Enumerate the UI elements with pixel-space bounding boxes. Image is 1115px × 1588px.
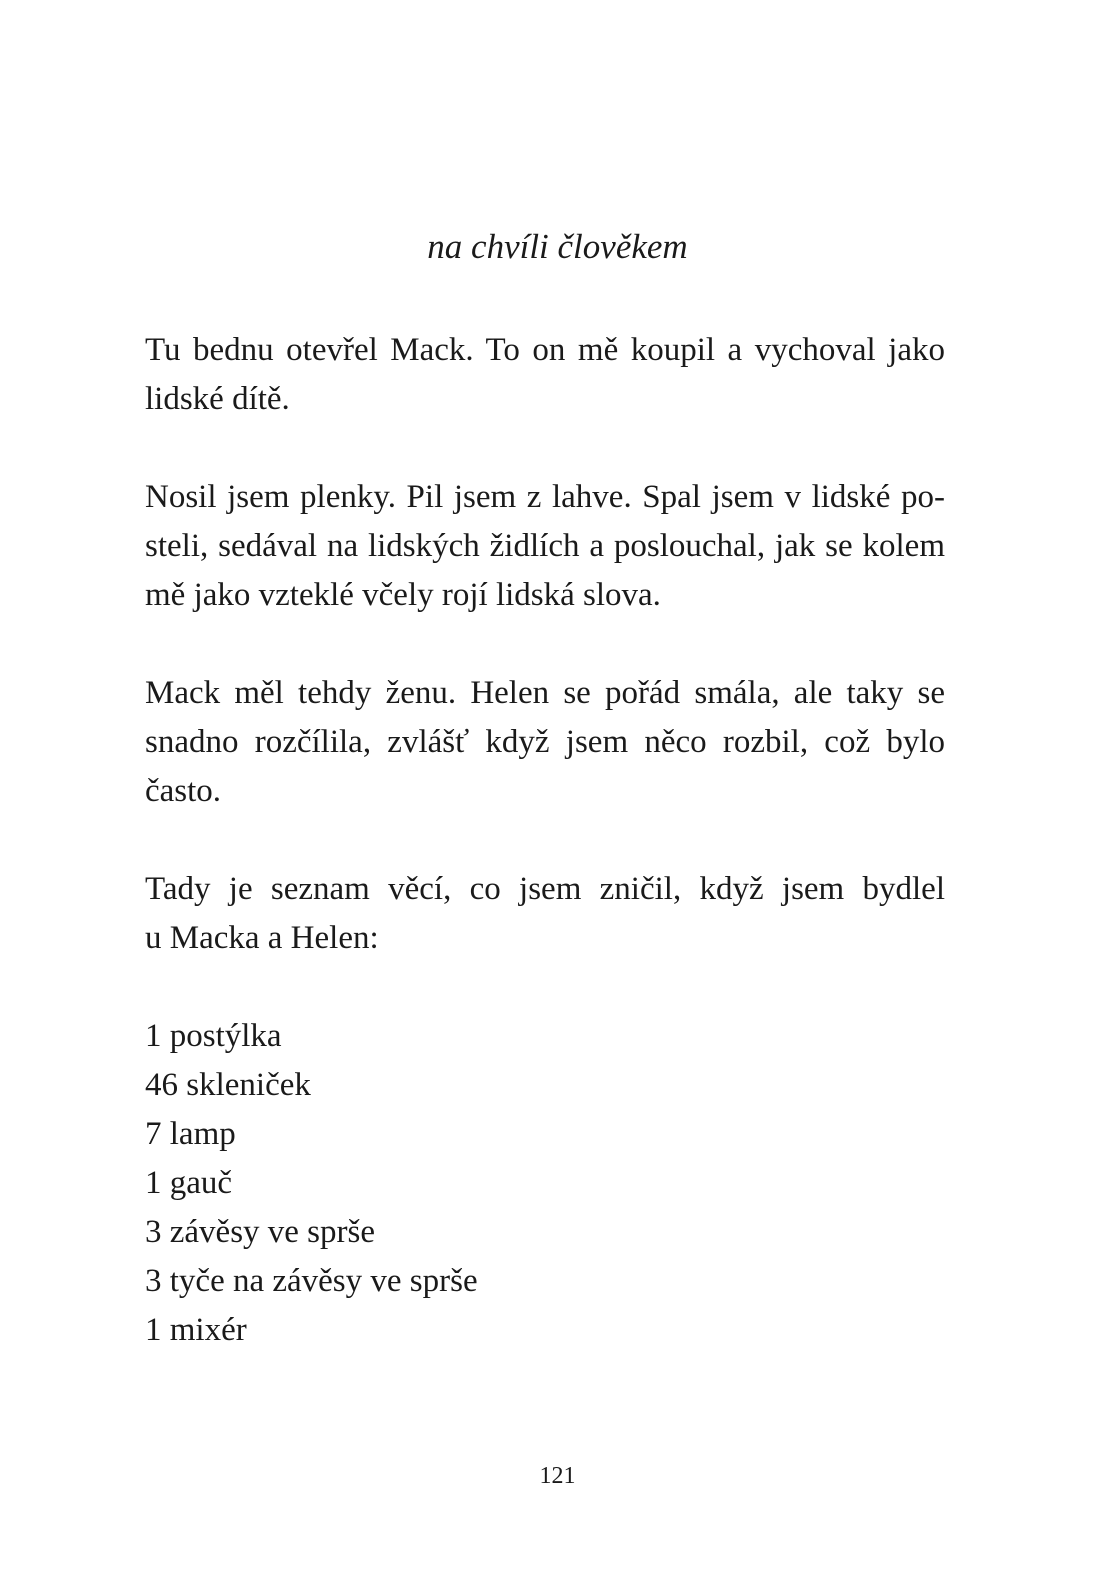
paragraph-line: lidské dítě. [145,381,290,417]
body-text [145,326,945,1355]
list-item: 1 gauč [145,1165,233,1201]
list-item: 1 postýlka [145,1018,282,1054]
list-item: 3 závěsy ve sprše [145,1214,376,1250]
paragraph-line: snadno rozčílila, zvlášť když jsem něco rozbil, což bylo [145,724,945,760]
paragraph-line: mě jako vzteklé včely rojí lidská slova. [145,577,661,613]
paragraph-3 [145,669,945,816]
paragraph-line: Mack měl tehdy ženu. Helen se pořád smála, ale taky se [145,675,945,711]
paragraph-2 [145,473,945,620]
paragraph-line: steli, sedával na lidských židlích a poslouchal, jak se kolem [145,528,945,564]
paragraph-1 [145,326,945,424]
paragraph-line: u Macka a Helen: [145,920,379,956]
page-number: 121 [539,1463,576,1489]
paragraph-line: často. [145,773,222,809]
paragraph-line: Tady je seznam věcí, co jsem zničil, když jsem bydlel [145,871,945,907]
paragraph-line: Tu bednu otevřel Mack. To on mě koupil a vychoval jako [145,332,945,368]
chapter-title: na chvíli člověkem [427,227,688,266]
list-item: 7 lamp [145,1116,236,1152]
broken-items-list [145,1012,945,1355]
list-item: 1 mixér [145,1312,247,1348]
list-item: 46 skleniček [145,1067,311,1103]
paragraph-4 [145,865,945,963]
list-item: 3 tyče na závěsy ve sprše [145,1263,478,1299]
paragraph-line: Nosil jsem plenky. Pil jsem z lahve. Spal jsem v lidské po- [145,479,945,515]
